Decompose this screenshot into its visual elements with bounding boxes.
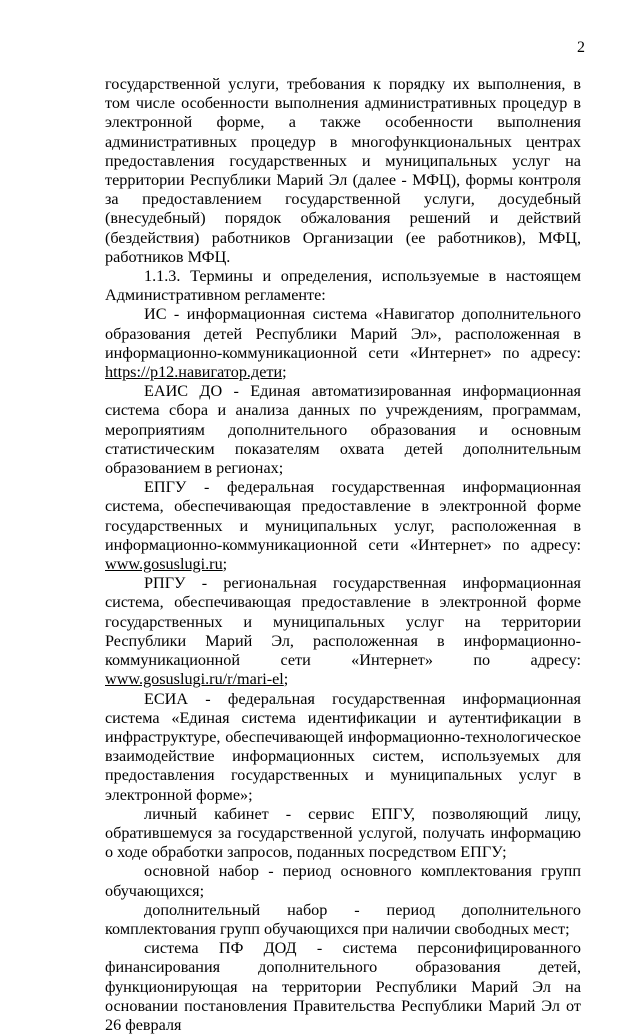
document-body [105, 75, 581, 1035]
term-rpgu-end: ; [283, 670, 289, 689]
paragraph-term-is [105, 305, 581, 382]
term-rpgu-text: РПГУ - региональная государственная информационная система, обеспечивающая предоставление в электронной форме государственных и муниципальных услуг на территории Республики Марий Эл, расположенная в информационно-коммуникационной сети «Интернет» по адресу: [105, 574, 581, 670]
navigator-link[interactable]: https://p12.навигатор.дети [105, 363, 283, 382]
term-is-text: ИС - информационная система «Навигатор дополнительного образования детей Республики Марий Эл», расположенная в информационно-коммуникационной сети «Интернет» по адресу: [105, 305, 581, 362]
gosuslugi-mari-el-link[interactable]: www.gosuslugi.ru/r/mari-el [105, 670, 284, 689]
paragraph-term-pf-dod: система ПФ ДОД - система персонифицированного финансирования дополнительного образования детей, функционирующая на территории Республики Марий Эл на основании постановления Правительства Республики Марий Эл от 26 февраля [105, 939, 581, 1034]
term-epgu-text: ЕПГУ - федеральная государственная информационная система, обеспечивающая предоставление в электронной форме государственных и муниципальных услуг, расположенная в информационно-коммуникационной сети «Интернет» по адресу: [105, 478, 581, 554]
paragraph-term-additional-enrollment: дополнительный набор - период дополнительного комплектования групп обучающихся при наличии свободных мест; [105, 900, 581, 938]
paragraph-term-esia: ЕСИА - федеральная государственная информационная система «Единая система идентификации и аутентификации в инфраструктуре, обеспечивающей информационно-технологическое взаимодействие информационных систем, используемых для предоставления государственных и муниципальных услуг в электронной форме»; [105, 689, 581, 804]
term-epgu-end: ; [222, 555, 228, 574]
term-is-end: ; [282, 363, 287, 382]
paragraph-intro-continuation: государственной услуги, требования к порядку их выполнения, в том числе особенности выполнения административных процедур в электронной форме, а также особенности выполнения административных процедур в многофункциональных центрах предоставления государственных и муниципальных услуг на территории Республики Марий Эл (далее - МФЦ), формы контроля за предоставлением государственной услуги, досудебный (внесудебный) порядок обжалования решений и действий (бездействия) работников Организации (ее работников), МФЦ, работников МФЦ. [105, 75, 581, 266]
paragraph-term-main-enrollment: основной набор - период основного комплектования групп обучающихся; [105, 862, 581, 900]
gosuslugi-link[interactable]: www.gosuslugi.ru [105, 555, 223, 574]
paragraph-term-eais: ЕАИС ДО - Единая автоматизированная информационная система сбора и анализа данных по учреждениям, программам, мероприятиям дополнительного образования и основным статистическим показателям охвата детей дополнительным образованием в регионах; [105, 382, 581, 478]
paragraph-terms-heading: 1.1.3. Термины и определения, используемые в настоящем Административном регламенте: [105, 267, 581, 305]
paragraph-term-rpgu [105, 574, 581, 689]
paragraph-term-personal-account: личный кабинет - сервис ЕПГУ, позволяющий лицу, обратившемуся за государственной услугой, получать информацию о ходе обработки запросов, поданных посредством ЕПГУ; [105, 804, 581, 862]
paragraph-term-epgu [105, 478, 581, 574]
page-number: 2 [577, 39, 585, 56]
